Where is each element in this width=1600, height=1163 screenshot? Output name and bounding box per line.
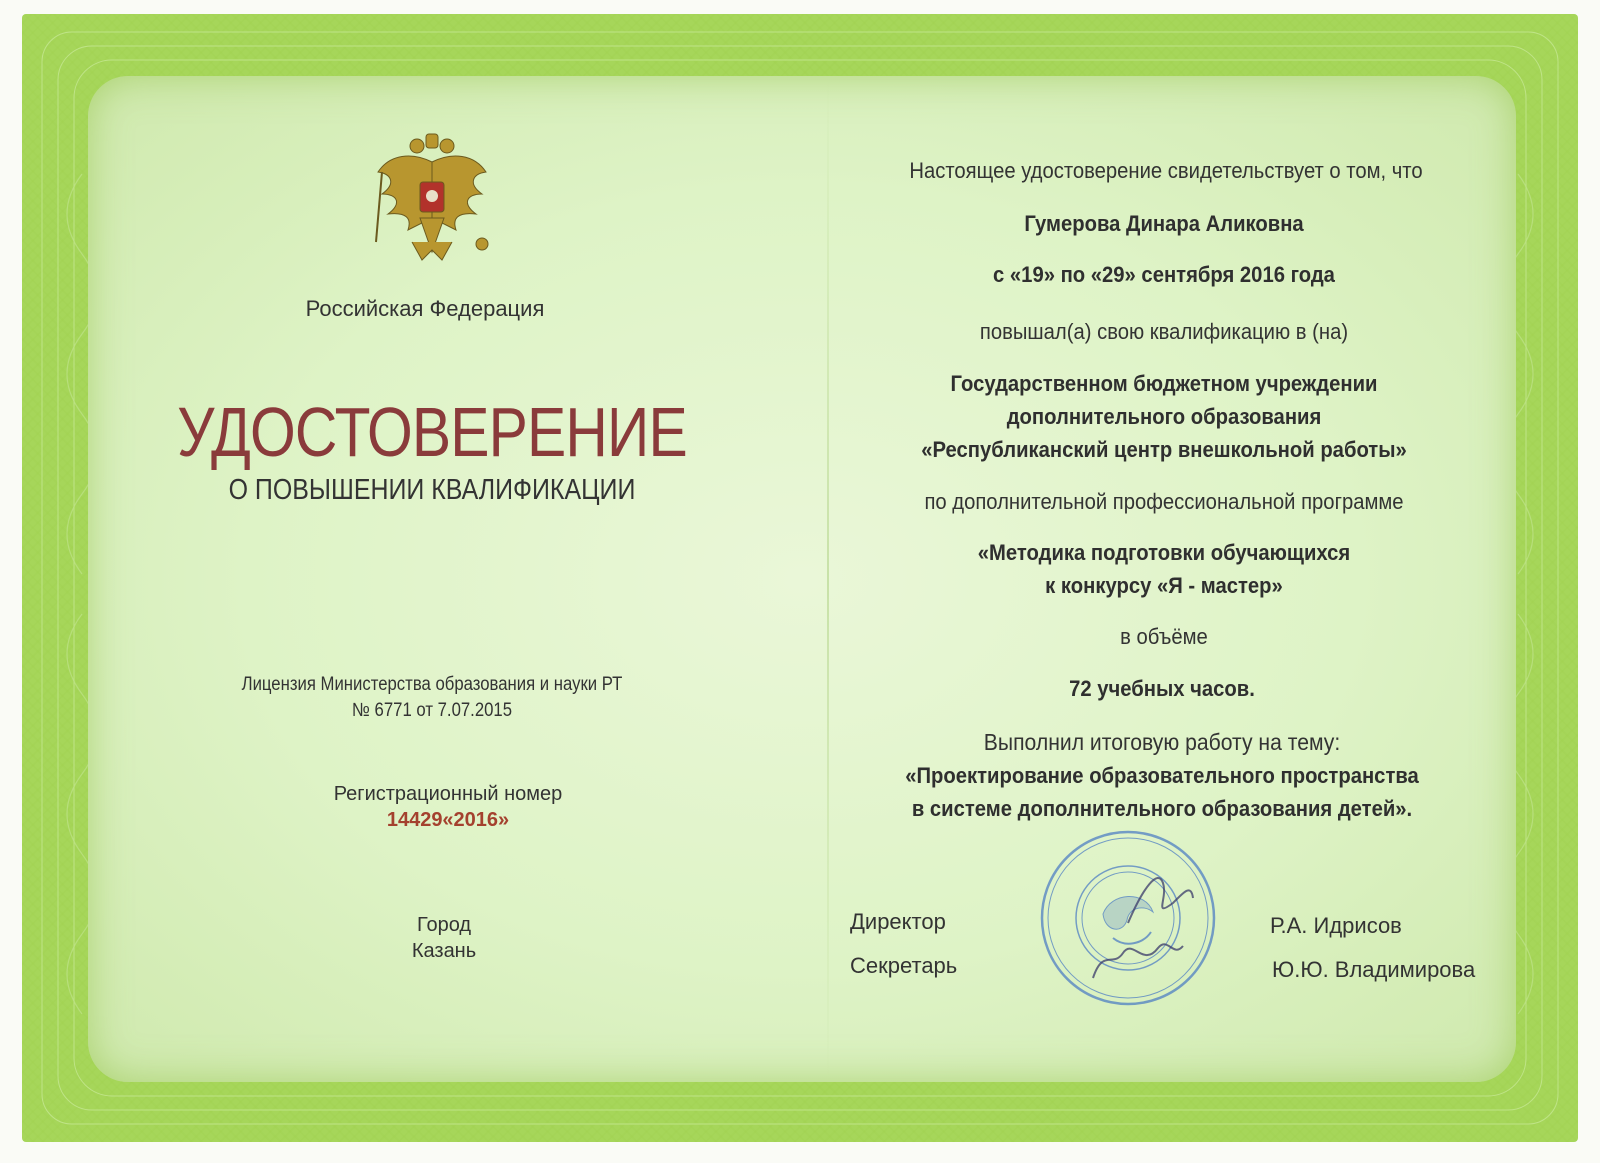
registration-number: 14429«2016» — [386, 809, 510, 831]
final-work-line-2: в системе дополнительного образования детей». — [911, 796, 1413, 821]
director-label: Директор — [850, 909, 946, 934]
intro-text: Настоящее удостоверение свидетельствует о том, что — [909, 158, 1423, 183]
city-name: Казань — [411, 940, 477, 962]
document-title: УДОСТОВЕРЕНИЕ — [177, 393, 687, 471]
director-name: Р.А. Идрисов — [1270, 913, 1402, 938]
organization-line-3: «Республиканский центр внешкольной работы» — [921, 437, 1407, 462]
volume-label: в объёме — [1120, 624, 1208, 649]
program-line-2: к конкурсу «Я - мастер» — [1045, 573, 1283, 598]
secretary-label: Секретарь — [850, 953, 958, 978]
program-line-1: «Методика подготовки обучающихся — [977, 540, 1351, 565]
training-period: с «19» по «29» сентября 2016 года — [993, 262, 1335, 287]
secretary-name: Ю.Ю. Владимирова — [1272, 957, 1476, 982]
organization-line-2: дополнительного образования — [1006, 404, 1322, 429]
organization-line-1: Государственном бюджетном учреждении — [950, 371, 1378, 396]
license-line-2: № 6771 от 7.07.2015 — [351, 700, 513, 721]
recipient-name: Гумерова Динара Аликовна — [1024, 211, 1304, 236]
city-label: Город — [416, 914, 472, 936]
program-intro: по дополнительной профессиональной программе — [924, 489, 1404, 514]
final-work-intro: Выполнил итоговую работу на тему: — [983, 729, 1341, 755]
center-fold — [827, 76, 829, 1082]
country-name: Российская Федерация — [305, 296, 545, 321]
official-seal-icon — [1033, 828, 1223, 1008]
license-line-1: Лицензия Министерства образования и науки РТ — [241, 674, 623, 695]
coat-of-arms-icon — [372, 132, 492, 274]
final-work-line-1: «Проектирование образовательного пространства — [905, 763, 1419, 788]
volume-hours: 72 учебных часов. — [1069, 676, 1255, 701]
raised-text: повышал(а) свою квалификацию в (на) — [979, 319, 1349, 344]
registration-label: Регистрационный номер — [333, 783, 563, 805]
document-subtitle: О ПОВЫШЕНИИ КВАЛИФИКАЦИИ — [228, 474, 636, 506]
